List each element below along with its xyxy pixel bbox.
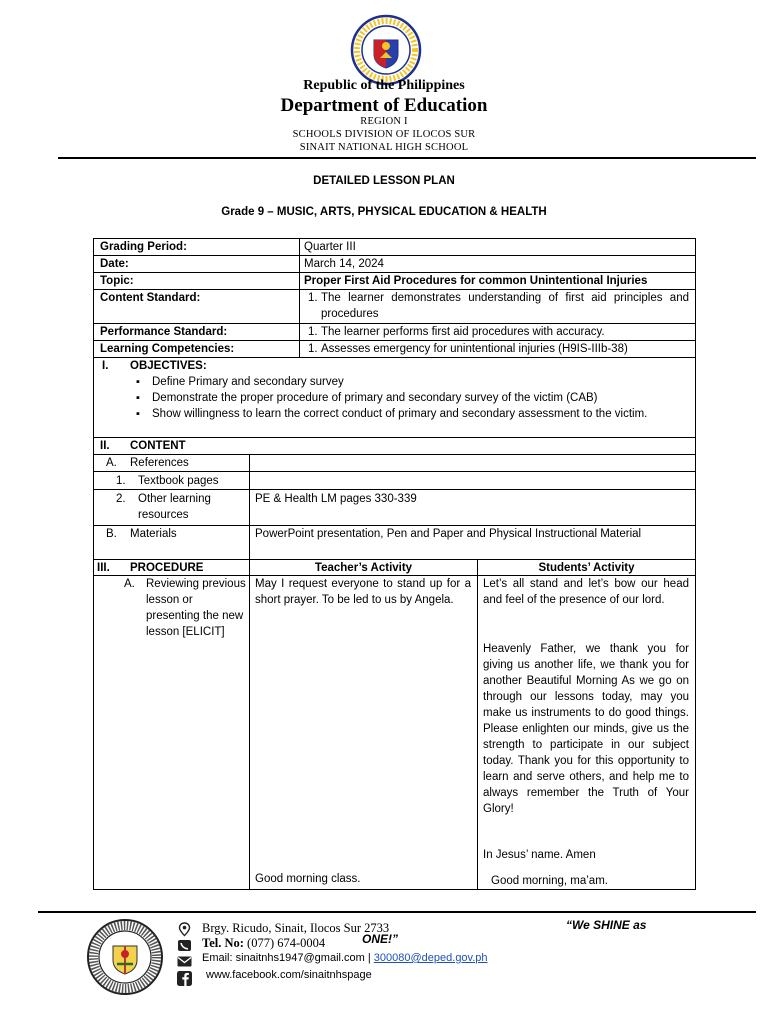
school-address: Brgy. Ricudo, Sinait, Ilocos Sur 2733 <box>202 921 390 935</box>
topic-value: Proper First Aid Procedures for common Unintentional Injuries <box>304 275 648 287</box>
content-standard-value: The learner demonstrates understanding of first aid principles and procedures <box>321 292 689 320</box>
references-letter: A. <box>106 457 117 469</box>
objective-item: ▪ Define Primary and secondary survey <box>134 374 690 390</box>
objectives-list <box>134 374 690 422</box>
objectives-number: I. <box>102 360 109 372</box>
deped-seal-logo <box>350 14 422 86</box>
performance-standard-value: The learner performs first aid procedures with accuracy. <box>321 326 605 338</box>
telephone-label: Tel. No: <box>202 936 248 950</box>
procedure-number: III. <box>97 562 110 574</box>
motto-line-2: ONE!” <box>362 932 398 946</box>
other-resources-label: Other learning resources <box>138 493 211 521</box>
grading-period-label: Grading Period: <box>100 241 187 253</box>
objective-item: ▪ Show willingness to learn the correct conduct of primary and secondary assessment to the victim. <box>134 406 690 422</box>
objective-item: ▪ Demonstrate the proper procedure of primary and secondary survey of the victim (CAB) <box>134 390 690 406</box>
phone-icon <box>176 938 193 953</box>
subject-title: Grade 9 – MUSIC, ARTS, PHYSICAL EDUCATION & HEALTH <box>221 206 547 218</box>
header-divider <box>58 157 756 159</box>
school-email[interactable]: sinaitnhs1947@gmail.com <box>235 952 365 964</box>
procedure-heading: PROCEDURE <box>130 562 204 574</box>
teacher-activity-text: May I request everyone to stand up for a short prayer. To be led to us by Angela. <box>255 578 471 606</box>
motto-line-1: “We SHINE as <box>566 918 647 932</box>
teacher-greeting: Good morning class. <box>255 873 361 885</box>
performance-standard-label: Performance Standard: <box>100 326 228 338</box>
school-seal-logo <box>86 918 164 996</box>
other-resources-number: 2. <box>116 493 126 505</box>
students-prayer-closing: In Jesus’ name. Amen <box>483 849 596 861</box>
learning-competencies-number: 1. <box>308 343 318 355</box>
deped-email-link[interactable]: 300080@deped.gov.ph <box>373 952 488 964</box>
other-resources-value: PE & Health LM pages 330-339 <box>255 493 417 505</box>
textbook-number: 1. <box>116 475 126 487</box>
objectives-heading: OBJECTIVES: <box>130 360 207 372</box>
division-heading: SCHOOLS DIVISION OF ILOCOS SUR <box>292 129 476 140</box>
materials-value: PowerPoint presentation, Pen and Paper and Physical Instructional Material <box>255 528 642 540</box>
students-prayer: Heavenly Father, we thank you for giving us another life, we thank you for another Beautiful Morning As we go on through our lessons today, may you make us instruments to do good things. Please enlighten our minds, give us the strength to participate in our subject today. Thank you for this opportunity to learn and serve others, and help me to always remember the Truth of Your Glory! <box>483 643 689 815</box>
email-icon <box>176 954 193 969</box>
date-label: Date: <box>100 258 129 270</box>
references-label: References <box>130 457 189 469</box>
telephone-number: (077) 674-0004 <box>247 936 326 950</box>
step-letter: A. <box>124 578 135 590</box>
location-pin-icon <box>176 922 193 937</box>
content-number: II. <box>100 440 110 452</box>
teacher-activity-heading: Teacher’s Activity <box>314 562 413 574</box>
textbook-label: Textbook pages <box>138 475 219 487</box>
content-standard-number: 1. <box>308 292 318 304</box>
footer-divider <box>38 911 756 913</box>
materials-label: Materials <box>130 528 177 540</box>
students-activity-heading: Students’ Activity <box>538 562 635 574</box>
topic-label: Topic: <box>100 275 134 287</box>
email-line <box>202 952 488 964</box>
telephone <box>202 936 325 951</box>
students-greeting: Good morning, ma’am. <box>491 875 608 887</box>
region-heading: REGION I <box>360 116 408 127</box>
school-heading: SINAIT NATIONAL HIGH SCHOOL <box>299 142 469 153</box>
content-heading: CONTENT <box>130 440 186 452</box>
facebook-page-link[interactable]: www.facebook.com/sinaitnhspage <box>206 969 372 981</box>
performance-standard-number: 1. <box>308 326 318 338</box>
document-title: DETAILED LESSON PLAN <box>313 175 455 187</box>
students-prayer-intro: Let’s all stand and let’s bow our head and feel of the presence of our lord. <box>483 578 689 606</box>
grading-period-value: Quarter III <box>304 241 356 253</box>
lesson-plan-table <box>93 238 696 890</box>
learning-competencies-label: Learning Competencies: <box>100 343 235 355</box>
email-separator: | <box>364 952 374 964</box>
materials-letter: B. <box>106 528 117 540</box>
facebook-icon <box>176 970 193 987</box>
content-standard-label: Content Standard: <box>100 292 201 304</box>
department-heading: Department of Education <box>280 95 488 116</box>
step-label: Reviewing previous lesson or presenting the new lesson [ELICIT] <box>146 578 246 638</box>
learning-competencies-value: Assesses emergency for unintentional injuries (H9IS-IIIb-38) <box>321 343 628 355</box>
email-label: Email: <box>202 952 236 964</box>
date-value: March 14, 2024 <box>304 258 384 270</box>
republic-heading: Republic of the Philippines <box>303 78 465 93</box>
